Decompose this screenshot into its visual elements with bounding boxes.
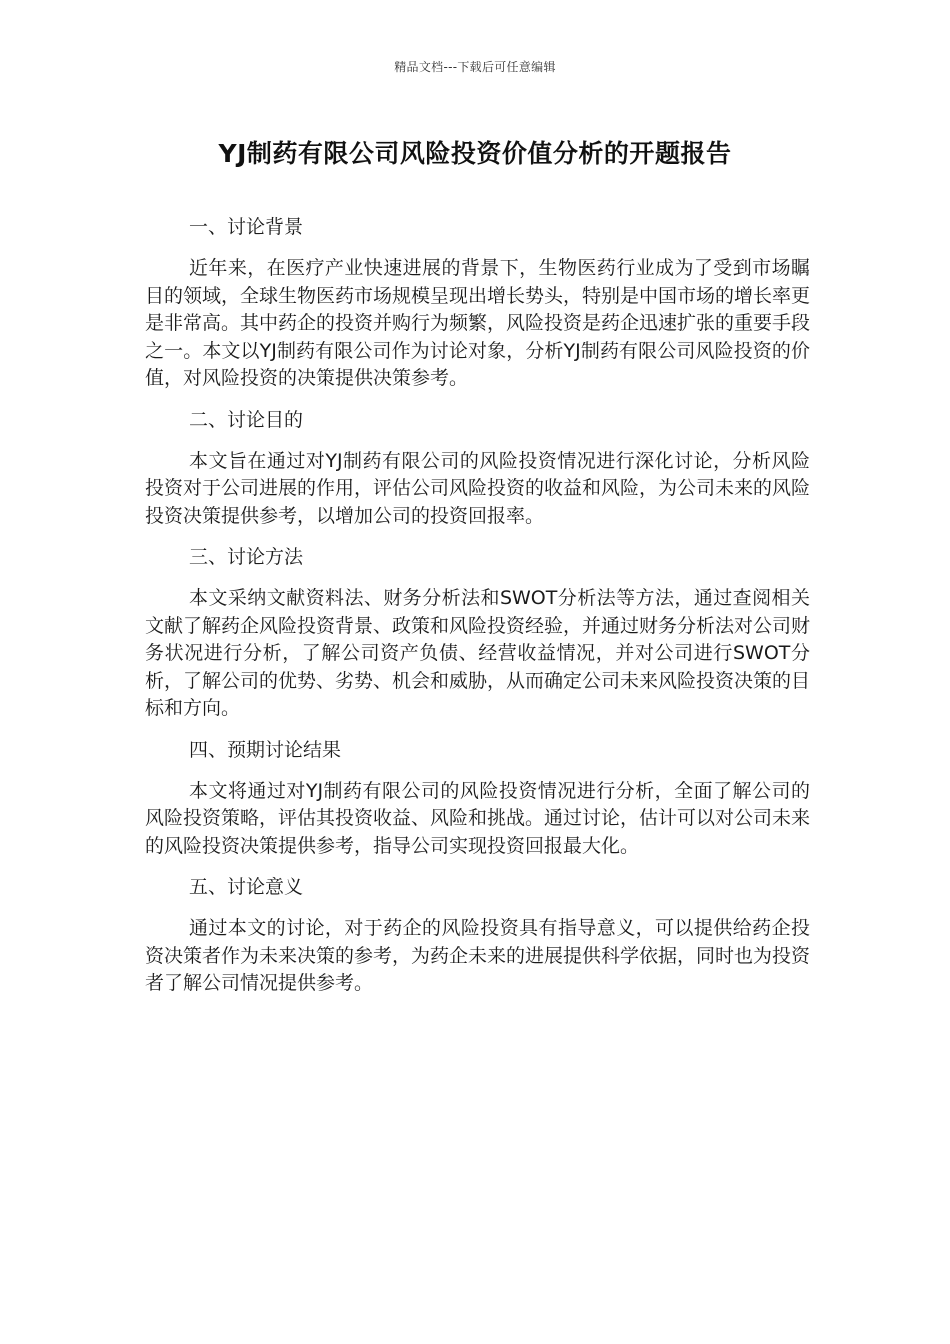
section-paragraph: 本文将通过对YJ制药有限公司的风险投资情况进行分析，全面了解公司的风险投资策略，评估其投资收益、风险和挑战。通过讨论，估计可以对公司未来的风险投资决策提供参考，指导公司实现投资回报最大化。 <box>145 779 811 857</box>
section-expected-results <box>145 736 810 861</box>
section-heading: 五、讨论意义 <box>189 876 304 898</box>
section-heading: 一、讨论背景 <box>189 216 304 238</box>
section-heading: 三、讨论方法 <box>189 546 304 568</box>
header-note: 精品文档---下载后可任意编辑 <box>394 60 556 74</box>
section-significance <box>145 873 810 998</box>
section-paragraph: 近年来，在医疗产业快速进展的背景下，生物医药行业成为了受到市场瞩目的领域，全球生物医药市场规模呈现出增长势头，特别是中国市场的增长率更是非常高。其中药企的投资并购行为频繁，风险投资是药企迅速扩张的重要手段之一。本文以YJ制药有限公司作为讨论对象，分析YJ制药有限公司风险投资的价值，对风险投资的决策提供决策参考。 <box>145 257 811 389</box>
section-background <box>145 213 810 393</box>
section-heading: 二、讨论目的 <box>189 408 304 431</box>
section-paragraph: 本文采纳文献资料法、财务分析法和SWOT分析法等方法，通过查阅相关文献了解药企风险投资背景、政策和风险投资经验，并通过财务分析法对公司财务状况进行分析，了解公司资产负债、经营收益情况，并对公司进行SWOT分析，了解公司的优势、劣势、机会和威胁，从而确定公司未来风险投资决策的目标和方向。 <box>145 587 811 719</box>
section-method <box>145 543 810 723</box>
section-purpose <box>145 406 810 531</box>
document-body <box>145 213 810 1011</box>
section-heading: 四、预期讨论结果 <box>189 738 342 761</box>
section-paragraph: 通过本文的讨论，对于药企的风险投资具有指导意义，可以提供给药企投资决策者作为未来决策的参考，为药企未来的进展提供科学依据，同时也为投资者了解公司情况提供参考。 <box>145 917 811 994</box>
document-title: YJ制药有限公司风险投资价值分析的开题报告 <box>218 139 732 168</box>
section-paragraph: 本文旨在通过对YJ制药有限公司的风险投资情况进行深化讨论，分析风险投资对于公司进展的作用，评估公司风险投资的收益和风险，为公司未来的风险投资决策提供参考，以增加公司的投资回报率。 <box>145 449 811 527</box>
